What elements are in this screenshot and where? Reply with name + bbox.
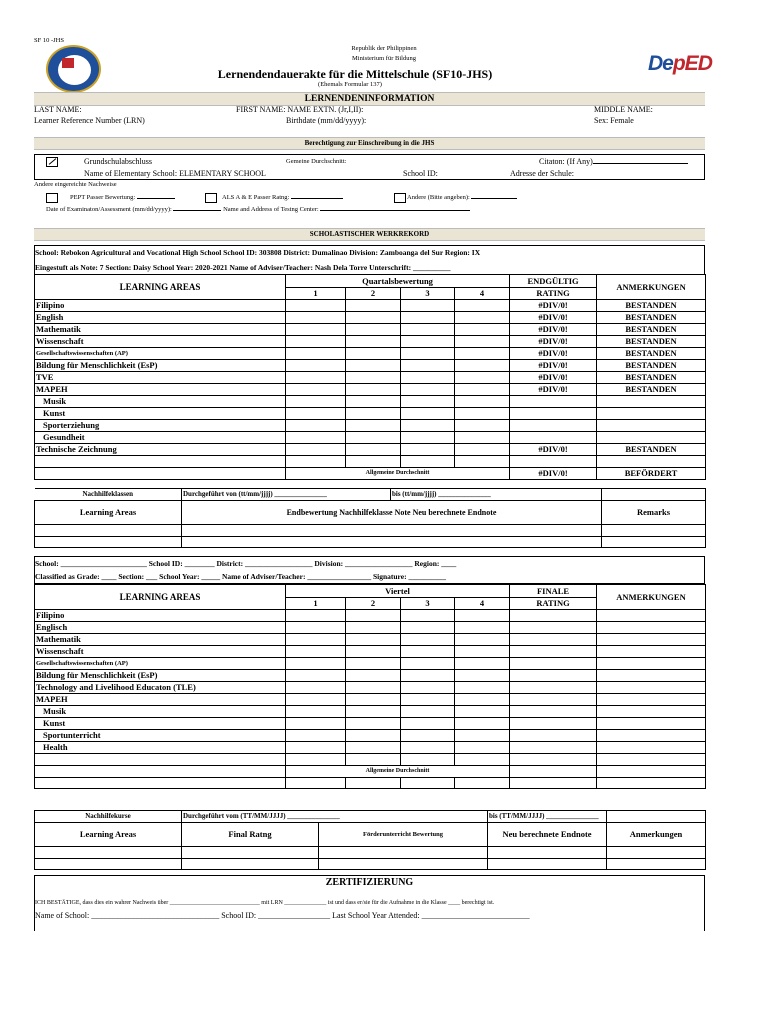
als-checkbox[interactable]: [205, 193, 217, 203]
grundschul-label: Grundschulabschluss: [84, 157, 152, 166]
page-title: Lernendendauerakte für die Mittelschule (SF10-JHS): [217, 67, 493, 81]
table-row: Wissenschaft #DIV/0! BESTANDEN: [35, 336, 706, 348]
r1-remedial-from: Durchgeführt von (tt/mm/jjjj) _______________: [182, 489, 391, 501]
deped-logo: DepED: [648, 52, 712, 75]
r2-rem-col-remedial: Förderunterricht Bewertung: [319, 823, 488, 847]
record1-remedial-table: [34, 488, 706, 548]
sex-label: Sex: Female: [594, 116, 634, 125]
r1-col-final-a: ENDGÜLTIG: [510, 275, 597, 288]
exam-date-label: Date of Examinaton/Assessment (mm/dd/yyyy): Name and Address of Testng Center:: [46, 207, 470, 214]
als-label: ALS A & E Passer Ratng:: [222, 195, 343, 202]
table-row: Bildung für Menschlichkeit (EsP): [35, 670, 706, 682]
record2-grades-table: [34, 584, 706, 789]
general-average-row: Allgemeine Durchschnitt: [35, 765, 706, 777]
r2-q1: 1: [286, 598, 346, 610]
record1-school-line: School: Rebokon Agricultural and Vocational High School School ID: 303808 District: Dumalinao Division: Zamboanga del Sur Region: IX: [35, 248, 481, 257]
ministry-line: Ministerium für Bildung: [352, 55, 416, 62]
r1-q3: 3: [401, 288, 455, 300]
eligibility-band: Berechtigung zur Einschreibung in die JHS: [34, 137, 705, 150]
elem-school-label: Name of Elementary School: ELEMENTARY SCHOOL: [84, 169, 266, 178]
record2-remedial-table: [34, 810, 706, 870]
last-name-label: LAST NAME:: [34, 105, 82, 114]
r1-col-final-b: RATING: [510, 288, 597, 300]
school-id-label: School ID:: [403, 169, 438, 178]
general-average-row: Allgemeine Durchschnitt #DIV/0! BEFÖRDERT: [35, 467, 706, 479]
form-code: SF 10 -JHS: [34, 37, 64, 44]
record2-grade-line: Classified as Grade: ____ Section: ___ School Year: _____ Name of Adviser/Teacher: _________________ Signature: __________: [35, 572, 446, 581]
school-address-label: Adresse der Schule:: [510, 169, 574, 178]
table-row: Musik: [35, 706, 706, 718]
record2-school-line: School: _______________________ School ID: ________ District: __________________ Division: __________________ Region: ____: [35, 559, 457, 568]
record1-grades-table: [34, 274, 706, 480]
table-row: Sportunterricht: [35, 730, 706, 742]
table-row: Gesundheit: [35, 432, 706, 444]
first-name-label: FIRST NAME: NAME EXTN. (Jr,I,II):: [236, 105, 364, 114]
table-row: MAPEH: [35, 694, 706, 706]
r2-col-remarks: ANMERKUNGEN: [597, 585, 706, 610]
r1-q1: 1: [286, 288, 346, 300]
table-row: Mathematik #DIV/0! BESTANDEN: [35, 324, 706, 336]
andere-checkbox[interactable]: [394, 193, 406, 203]
r2-rem-col-area: Learning Areas: [35, 823, 182, 847]
table-row: Kunst: [35, 408, 706, 420]
r2-remedial-from: Durchgeführt vom (TT/MM/JJJJ) _______________: [182, 811, 488, 823]
r2-remedial-label: Nachhilfekurse: [35, 811, 182, 823]
table-row: MAPEH #DIV/0! BESTANDEN: [35, 384, 706, 396]
andere-label: Andere (Bitte angeben):: [407, 195, 517, 202]
r1-col-quarter: Quartalsbewertung: [286, 275, 510, 288]
lrn-label: Learner Reference Number (LRN): [34, 116, 145, 125]
r1-col-learning: LEARNING AREAS: [35, 275, 286, 300]
r2-col-quarter: Viertel: [286, 585, 510, 598]
pept-label: PEPT Passer Bewertung:: [70, 195, 175, 202]
table-row: Bildung für Menschlichkeit (EsP) #DIV/0! BESTANDEN: [35, 360, 706, 372]
r1-remedial-label: Nachhilfeklassen: [35, 489, 182, 501]
table-row: TVE #DIV/0! BESTANDEN: [35, 372, 706, 384]
record1-grade-line: Eingestuft als Note: 7 Section: Daisy School Year: 2020-2021 Name of Adviser/Teacher: Nash Dela Torre Unterschrift: __________: [35, 263, 451, 272]
table-row: Technische Zeichnung #DIV/0! BESTANDEN: [35, 444, 706, 456]
r1-rem-col-remarks: Remarks: [602, 501, 706, 525]
table-row: English #DIV/0! BESTANDEN: [35, 312, 706, 324]
table-row: Filipino: [35, 610, 706, 622]
birthdate-label: Birthdate (mm/dd/yyyy):: [286, 116, 367, 125]
middle-name-label: MIDDLE NAME:: [594, 105, 653, 114]
certification-statement: ICH BESTÄTIGE, dass dies ein wahrer Nachweis über ______________________________ mit LRN ______________ ist und dass er/sie für die Aufnahme in die Klasse ____ berechtigt ist.: [35, 900, 495, 906]
r2-col-final-b: RATING: [510, 598, 597, 610]
pept-checkbox[interactable]: [46, 193, 58, 203]
r2-q3: 3: [401, 598, 455, 610]
table-row: Sporterziehung: [35, 420, 706, 432]
r2-q2: 2: [346, 598, 401, 610]
durchschnitt-label: Gemeine Durchschnitt:: [286, 158, 347, 165]
r2-rem-col-final: Final Ratng: [182, 823, 319, 847]
table-row: Gesellschaftswissenschaften (AP) #DIV/0! BESTANDEN: [35, 348, 706, 360]
table-row: Technology and Livelihood Educaton (TLE): [35, 682, 706, 694]
table-row: Filipino #DIV/0! BESTANDEN: [35, 300, 706, 312]
certification-title: ZERTIFIZIERUNG: [325, 877, 414, 888]
r1-q4: 4: [455, 288, 510, 300]
table-row: Health: [35, 742, 706, 754]
r2-rem-col-recomputed: Neu berechnete Endnote: [488, 823, 607, 847]
other-proof-label: Andere eingereichte Nachweise: [34, 181, 117, 188]
table-row: Musik: [35, 396, 706, 408]
r2-col-final-a: FINALE: [510, 585, 597, 598]
table-row: Kunst: [35, 718, 706, 730]
r2-rem-col-remarks: Anmerkungen: [607, 823, 706, 847]
r1-col-remarks: ANMERKUNGEN: [597, 275, 706, 300]
r1-rem-col-area: Learning Areas: [35, 501, 182, 525]
r1-remedial-to: bis (tt/mm/jjjj) _______________: [391, 489, 602, 501]
r2-remedial-to: bis (TT/MM/JJJJ) _______________: [488, 811, 607, 823]
citation-label: Citaton: (If Any): [539, 158, 688, 166]
page-subtitle: (Ehemals Formular 137): [318, 81, 382, 88]
scholastic-band: SCHOLASTISCHER WERKREKORD: [34, 228, 705, 241]
r2-col-learning: LEARNING AREAS: [35, 585, 286, 610]
learner-info-band: LERNENDENINFORMATION: [34, 92, 705, 106]
r2-q4: 4: [455, 598, 510, 610]
table-row: Wissenschaft: [35, 646, 706, 658]
table-row: Mathematik: [35, 634, 706, 646]
table-row: Englisch: [35, 622, 706, 634]
certification-school-line: Name of School: ________________________________ School ID: __________________ Last School Year Attended: ___________________________: [35, 911, 530, 920]
r1-rem-col-mid: Endbewertung Nachhilfeklasse Note Neu berechnete Endnote: [182, 501, 602, 525]
table-row: Gesellschaftswissenschaften (AP): [35, 658, 706, 670]
r1-q2: 2: [346, 288, 401, 300]
republic-line: Republik der Philippinen: [351, 45, 417, 52]
